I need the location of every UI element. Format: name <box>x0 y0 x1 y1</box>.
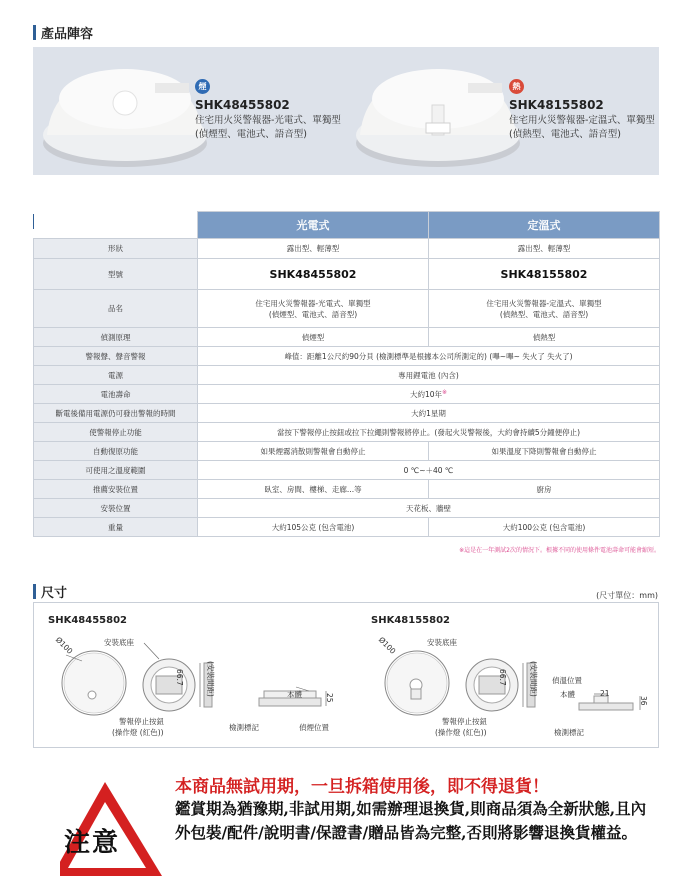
heat-desc2: (偵熱型、電池式、語音型) <box>509 129 621 140</box>
table-row <box>34 499 660 518</box>
table-row <box>34 328 660 347</box>
dim-right-width: 21 <box>600 689 610 698</box>
name-line: (偵煙型、電池式、語音型) <box>268 309 358 319</box>
dim-right-button2: (操作燈 (紅色)) <box>435 728 487 737</box>
row-value: 如果溫度下降則警報會自動停止 <box>429 442 660 461</box>
lineup-section-title <box>33 23 93 42</box>
dimension-title: 尺寸 <box>41 586 68 601</box>
table-row <box>34 423 660 442</box>
table-row <box>34 347 660 366</box>
row-label: 可使用之溫度範圍 <box>34 461 198 480</box>
row-label: 自動復原功能 <box>34 442 198 461</box>
row-value: 大約1星期 <box>198 404 660 423</box>
notice-body: 鑑賞期為猶豫期,非試用期,如需辦理退換貨,則商品須為全新狀態,且內外包裝/配件/說明書/保證書/贈品皆為完整,否則將影響退換貨權益。 <box>175 799 647 842</box>
heat-detector-image <box>346 47 526 175</box>
dim-left-sensor: 偵煙位置 <box>299 723 329 732</box>
row-value: 偵煙型 <box>198 328 429 347</box>
dim-right-button1: 警報停止按鈕 <box>442 717 487 726</box>
row-value: 如果煙霧消散則警報會自動停止 <box>198 442 429 461</box>
table-row <box>34 259 660 290</box>
table-row <box>34 480 660 499</box>
row-value: 專用鋰電池 (內含) <box>198 366 660 385</box>
dim-left-button2: (操作燈 (紅色)) <box>112 728 164 737</box>
spec-col-fixed-temp: 定溫式 <box>429 212 660 239</box>
dim-right-pitch: (安裝間距) <box>529 661 538 697</box>
name-line: 住宅用火災警報器-光電式、單獨型 <box>255 298 371 308</box>
row-value: 天花板、牆壁 <box>198 499 660 518</box>
row-value: 偵熱型 <box>429 328 660 347</box>
smoke-desc1: 住宅用火災警報器-光電式、單獨型 <box>195 115 341 126</box>
row-value: 當按下警報停止按鈕或拉下拉繩則警報將停止。(發起火災警報後，大約會持續5分鐘便停止) <box>198 423 660 442</box>
table-row <box>34 461 660 480</box>
dim-right-base: 安裝底座 <box>427 638 457 647</box>
row-label: 斷電後備用電源仍可發出警報的時間 <box>34 404 198 423</box>
row-value: 峰值：距離1公尺約90分貝 (檢測標準是根據本公司所測定的) (嗶~嗶~ 失火了 失火了) <box>198 347 660 366</box>
table-row <box>34 442 660 461</box>
row-label: 電源 <box>34 366 198 385</box>
heat-badge: 熱 <box>509 79 524 94</box>
dim-left-base: 安裝底座 <box>104 638 134 647</box>
row-value: 臥室、房間、樓梯、走廊...等 <box>198 480 429 499</box>
row-value <box>198 290 429 328</box>
row-value: SHK48455802 <box>198 259 429 290</box>
product-heat <box>346 47 659 175</box>
notice-title: 本商品無試用期，一旦拆箱使用後，即不得退貨！ <box>175 777 549 797</box>
row-label: 偵測原理 <box>34 328 198 347</box>
dim-left-diameter: Ø100 <box>53 635 75 656</box>
dim-right-body: 本體 <box>560 690 575 699</box>
table-row <box>34 366 660 385</box>
table-row <box>34 239 660 259</box>
dim-right-mark: 檢測標記 <box>554 728 584 737</box>
table-row <box>34 385 660 404</box>
dim-left-pitch: (安裝間距) <box>206 661 215 697</box>
row-value: 大約100公克 (包含電池) <box>429 518 660 537</box>
spec-table <box>33 211 660 537</box>
row-label: 警報聲、聲音警報 <box>34 347 198 366</box>
life-value: 大約10年 <box>409 389 442 399</box>
lineup-title: 產品陣容 <box>41 27 94 42</box>
name-line: (偵熱型、電池式、語音型) <box>499 309 589 319</box>
heat-desc1: 住宅用火災警報器-定溫式、單獨型 <box>509 115 655 126</box>
warning-label: 注意 <box>64 828 121 858</box>
dim-right-height: 66.7 <box>498 669 507 686</box>
row-label: 型號 <box>34 259 198 290</box>
row-label: 電池壽命 <box>34 385 198 404</box>
dim-left-mark: 檢測標記 <box>229 723 259 732</box>
life-note-mark: ※ <box>442 388 448 396</box>
row-value: 露出型、輕薄型 <box>198 239 429 259</box>
heat-model: SHK48155802 <box>509 98 604 112</box>
dim-left-height: 66.7 <box>175 669 184 686</box>
dim-left-depth: 25 <box>325 693 334 703</box>
dim-left-body: 本體 <box>287 690 302 699</box>
row-value: 露出型、輕薄型 <box>429 239 660 259</box>
dim-right-model: SHK48155802 <box>371 615 450 626</box>
dim-right-diameter: Ø100 <box>376 635 398 656</box>
table-row <box>34 518 660 537</box>
lineup-panel <box>33 47 659 175</box>
spec-col-photoelectric: 光電式 <box>198 212 429 239</box>
row-label: 品名 <box>34 290 198 328</box>
row-label: 重量 <box>34 518 198 537</box>
row-value: 0 ℃~＋40 ℃ <box>198 461 660 480</box>
smoke-badge: 煙 <box>195 79 210 94</box>
dim-right-depth: 36 <box>639 696 648 706</box>
row-label: 推薦安裝位置 <box>34 480 198 499</box>
dimension-panel <box>33 602 659 748</box>
smoke-detector-image <box>33 47 213 175</box>
table-row <box>34 290 660 328</box>
row-value: SHK48155802 <box>429 259 660 290</box>
unit-label: (尺寸單位：mm) <box>596 591 658 600</box>
name-line: 住宅用火災警報器-定溫式、單獨型 <box>486 298 602 308</box>
dim-left-model: SHK48455802 <box>48 615 127 626</box>
title-bar <box>33 584 36 599</box>
dim-left-button1: 警報停止按鈕 <box>119 717 164 726</box>
smoke-model: SHK48455802 <box>195 98 290 112</box>
dimension-section-title <box>33 582 67 601</box>
dim-right-sensor: 偵溫位置 <box>552 676 582 685</box>
row-value <box>429 290 660 328</box>
row-label: 形狀 <box>34 239 198 259</box>
product-smoke <box>33 47 346 175</box>
title-bar <box>33 25 36 40</box>
battery-note: ※這是在一年測試2次的情況下。根據不同的使用條件電池壽命可能會縮短。 <box>459 547 660 554</box>
row-label: 安裝位置 <box>34 499 198 518</box>
row-value <box>198 385 660 404</box>
smoke-desc2: (偵煙型、電池式、語音型) <box>195 129 307 140</box>
row-label: 使警報停止功能 <box>34 423 198 442</box>
spec-corner <box>34 212 198 239</box>
table-row <box>34 404 660 423</box>
row-value: 大約105公克 (包含電池) <box>198 518 429 537</box>
row-value: 廚房 <box>429 480 660 499</box>
